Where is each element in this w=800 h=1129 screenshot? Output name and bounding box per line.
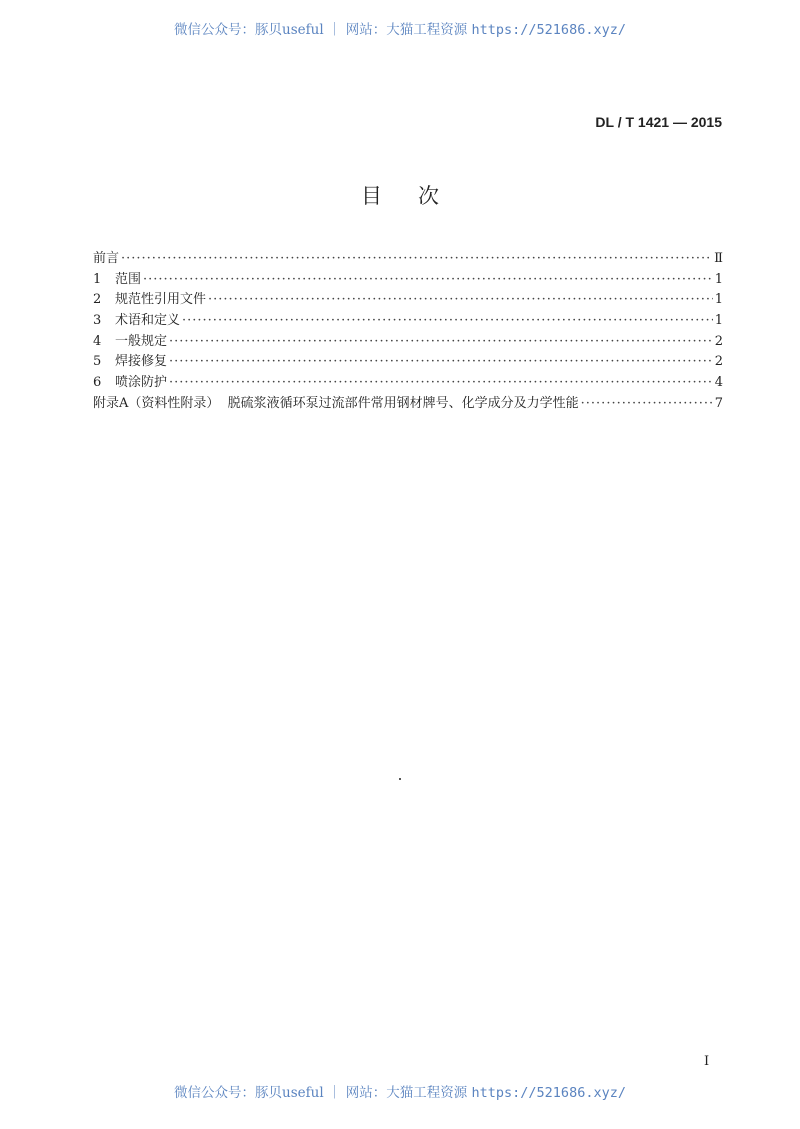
toc-label: 一般规定	[115, 333, 168, 349]
toc-label: 喷涂防护	[115, 375, 168, 391]
toc-number: 3	[93, 313, 102, 329]
dot-leader	[169, 354, 713, 369]
toc-page: Ⅱ	[714, 251, 723, 266]
table-of-contents	[93, 247, 723, 413]
title-char: 次	[418, 184, 439, 208]
watermark-text: 微信公众号：豚贝useful ｜ 网站：大猫工程资源	[174, 1085, 472, 1101]
toc-page: 1	[714, 313, 723, 329]
toc-page: 2	[714, 354, 723, 370]
toc-number: 6	[93, 375, 102, 391]
dot-leader	[182, 313, 713, 328]
toc-label: 范围	[115, 271, 142, 287]
toc-entry[interactable]	[93, 247, 723, 268]
toc-entry[interactable]	[93, 392, 723, 413]
toc-entry[interactable]	[93, 268, 723, 289]
toc-number: 5	[93, 354, 102, 370]
dot-leader	[169, 375, 713, 390]
toc-number: 4	[93, 333, 102, 349]
scan-speck	[399, 778, 401, 780]
toc-label: 前言	[93, 251, 120, 266]
watermark-text: 微信公众号：豚贝useful ｜ 网站：大猫工程资源	[174, 22, 472, 38]
toc-entry[interactable]	[93, 371, 723, 392]
toc-label: 焊接修复	[115, 354, 168, 370]
dot-leader	[121, 251, 712, 266]
toc-entry[interactable]	[93, 350, 723, 371]
watermark-url[interactable]: https://521686.xyz/	[471, 1085, 626, 1101]
page-title	[0, 180, 800, 210]
toc-number: 2	[93, 292, 102, 308]
dot-leader	[581, 396, 713, 411]
toc-label: 术语和定义	[115, 313, 181, 329]
toc-entry[interactable]	[93, 330, 723, 351]
dot-leader	[208, 292, 713, 307]
standard-code: DL / T 1421 — 2015	[595, 114, 722, 130]
toc-number: 1	[93, 271, 102, 287]
toc-page: 1	[714, 292, 723, 308]
toc-entry[interactable]	[93, 309, 723, 330]
toc-page: 1	[714, 271, 723, 287]
title-char: 目	[361, 184, 382, 208]
toc-page: 2	[714, 333, 723, 349]
toc-label: 规范性引用文件	[115, 292, 207, 308]
dot-leader	[169, 334, 713, 349]
dot-leader	[143, 272, 713, 287]
watermark-bottom	[0, 1081, 800, 1101]
page-number: I	[704, 1054, 710, 1069]
toc-entry[interactable]	[93, 288, 723, 309]
watermark-url[interactable]: https://521686.xyz/	[471, 22, 626, 38]
toc-page: 7	[714, 395, 723, 411]
toc-label: 附录A（资料性附录） 脱硫浆液循环泵过流部件常用钢材牌号、化学成分及力学性能	[93, 395, 579, 411]
watermark-top	[0, 18, 800, 38]
toc-page: 4	[714, 375, 723, 391]
